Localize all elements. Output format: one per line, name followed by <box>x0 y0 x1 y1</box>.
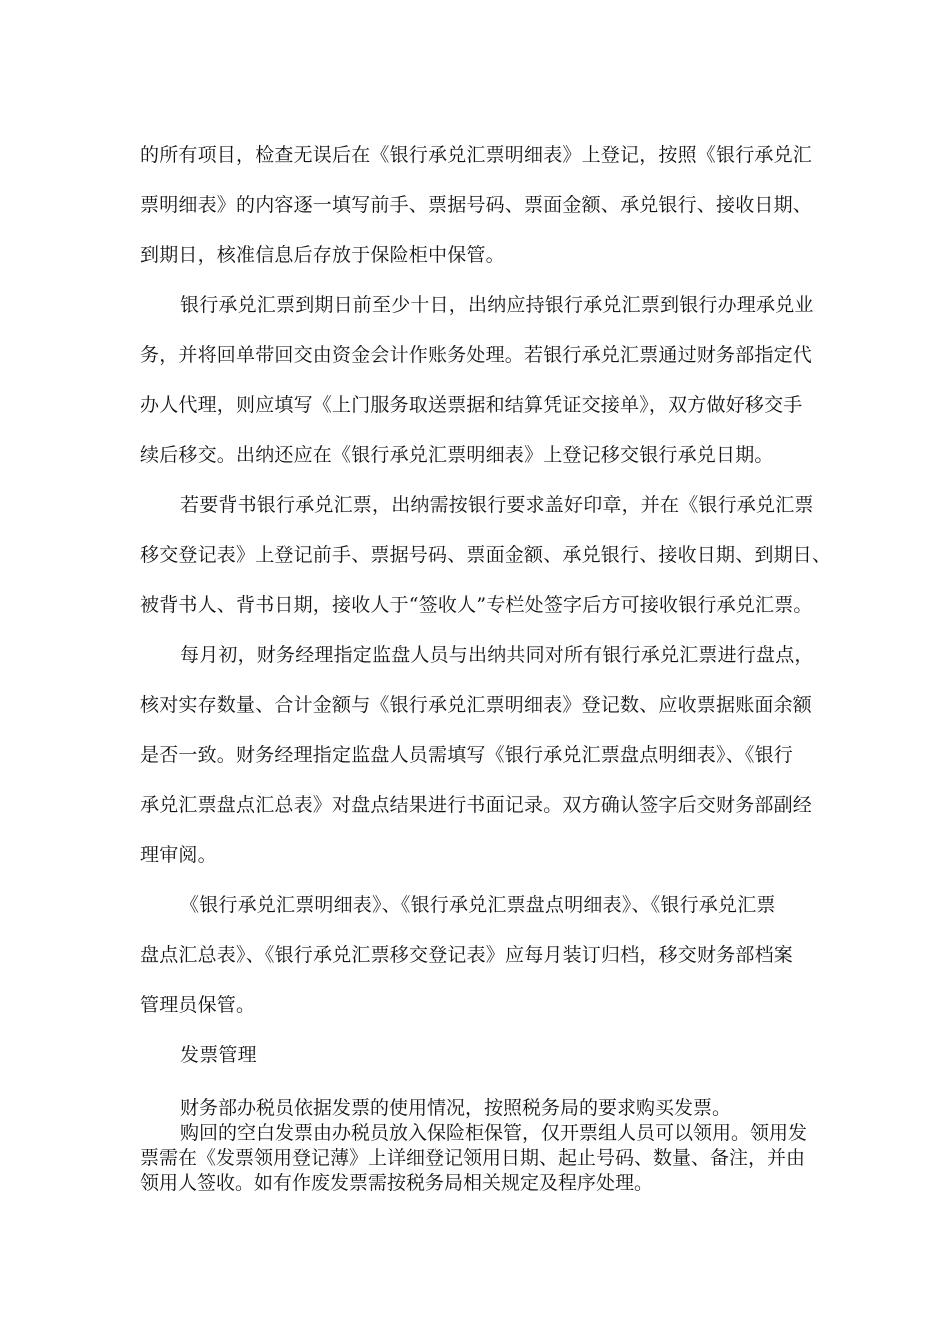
text-line: 盘点汇总表》、《银行承兑汇票移交登记表》应每月装订归档，移交财务部档案 <box>140 944 794 966</box>
text-line: 银行承兑汇票到期日前至少十日，出纳应持银行承兑汇票到银行办理承兑业 <box>180 294 814 316</box>
text-line: 办人代理，则应填写《上门服务取送票据和结算凭证交接单》，双方做好移交手 <box>140 394 803 416</box>
text-line: 到期日，核准信息后存放于保险柜中保管。 <box>140 244 505 266</box>
text-line: 购回的空白发票由办税员放入保险柜保管，仅开票组人员可以领用。领用发 <box>180 1122 808 1144</box>
text-line: 移交登记表》上登记前手、票据号码、票面金额、承兑银行、接收日期、到期日、 <box>140 544 832 566</box>
text-line: 票需在《发票领用登记薄》上详细登记领用日期、起止号码、数量、备注，并由 <box>140 1147 806 1169</box>
text-line: 理审阅。 <box>140 844 217 866</box>
text-line: 《银行承兑汇票明细表》、《银行承兑汇票盘点明细表》、《银行承兑汇票 <box>180 894 776 916</box>
text-line: 续后移交。出纳还应在《银行承兑汇票明细表》上登记移交银行承兑日期。 <box>140 444 774 466</box>
section-heading-invoice-management <box>140 1030 820 1080</box>
paragraph-acceptance-handling <box>140 280 820 480</box>
text-line: 财务部办税员依据发票的使用情况，按照税务局的要求购买发票。 <box>180 1097 732 1119</box>
text-line: 若要背书银行承兑汇票，出纳需按银行要求盖好印章，并在《银行承兑汇票 <box>180 494 814 516</box>
paragraph-invoice-custody <box>140 1121 820 1196</box>
paragraph-archiving <box>140 880 820 1030</box>
text-line: 核对实存数量、合计金额与《银行承兑汇票明细表》登记数、应收票据账面余额 <box>140 694 813 716</box>
text-line: 务，并将回单带回交由资金会计作账务处理。若银行承兑汇票通过财务部指定代 <box>140 344 813 366</box>
text-line: 每月初，财务经理指定监盘人员与出纳共同对所有银行承兑汇票进行盘点， <box>180 644 814 666</box>
text-line: 的所有项目，检查无误后在《银行承兑汇票明细表》上登记，按照《银行承兑汇 <box>140 144 813 166</box>
section-heading: 发票管理 <box>180 1044 257 1066</box>
text-line: 是否一致。财务经理指定监盘人员需填写《银行承兑汇票盘点明细表》、《银行 <box>140 744 794 766</box>
paragraph-invoice-purchase <box>140 1096 820 1121</box>
paragraph-ticket-registration <box>140 130 820 280</box>
paragraph-endorsement <box>140 480 832 630</box>
text-line: 被背书人、背书日期，接收人于“签收人”专栏处签字后方可接收银行承兑汇票。 <box>140 594 813 616</box>
paragraph-monthly-inventory <box>140 630 820 880</box>
text-line: 领用人签收。如有作废发票需按税务局相关规定及程序处理。 <box>140 1172 654 1194</box>
text-line: 承兑汇票盘点汇总表》对盘点结果进行书面记录。双方确认签字后交财务部副经 <box>140 794 813 816</box>
text-line: 票明细表》的内容逐一填写前手、票据号码、票面金额、承兑银行、接收日期、 <box>140 194 813 216</box>
text-line: 管理员保管。 <box>140 994 256 1016</box>
